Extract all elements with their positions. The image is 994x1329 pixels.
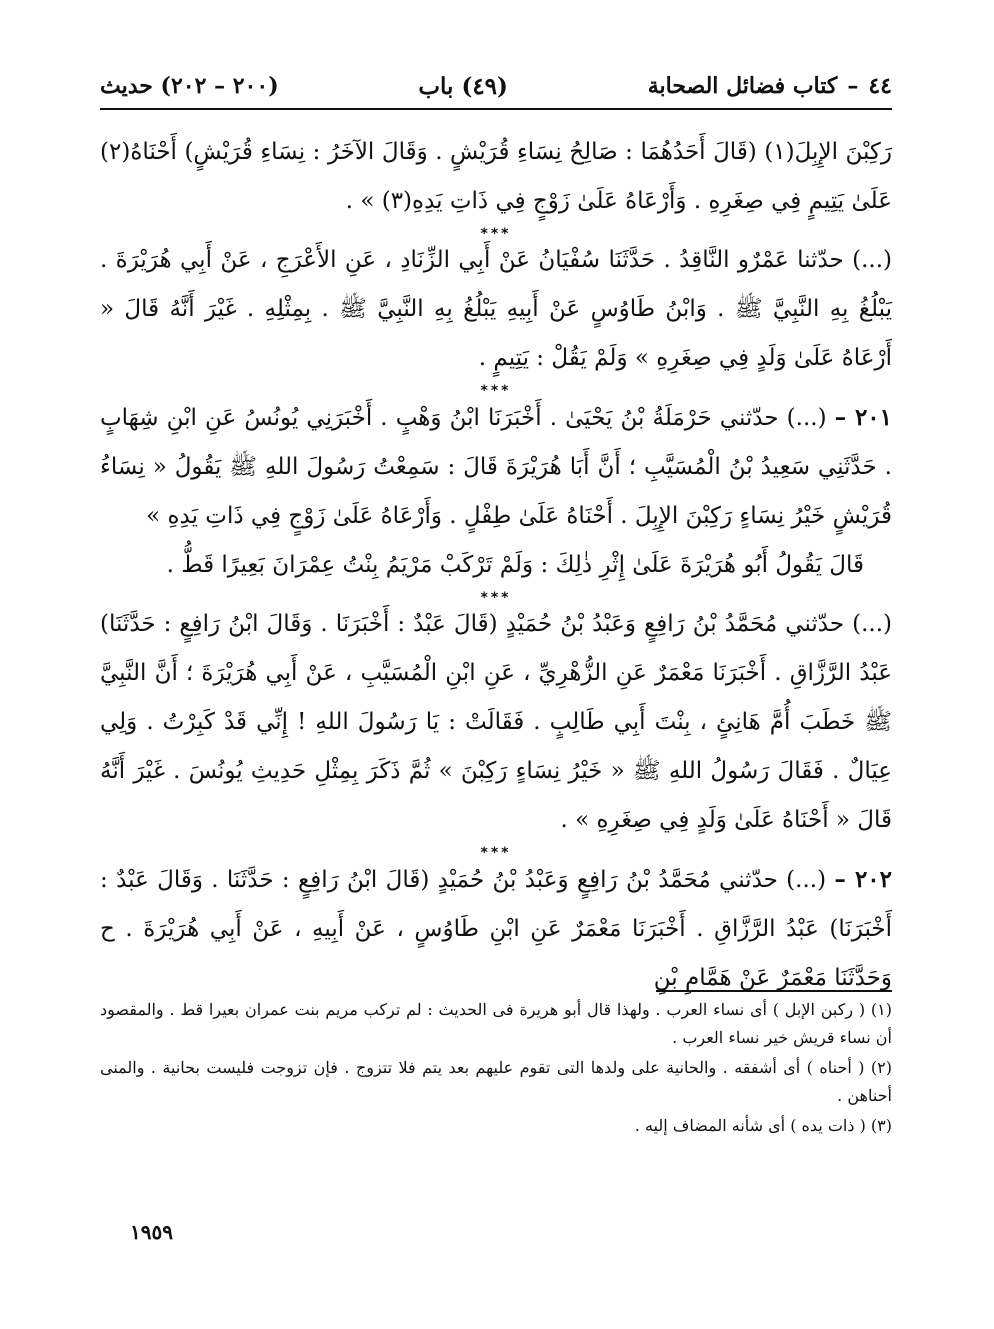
paragraph-3-text: (...) حدّثني حَرْمَلَةُ بْنُ يَحْيَىٰ . أَخْبَرَنَا ابْنُ وَهْبٍ . أَخْبَرَنِي يُونُسُ عَنِ ابْنِ شِهَابٍ . حَدَّثَنِي سَعِيدُ بْنُ الْمُسَيَّبِ ؛ أَنَّ أَبَا هُرَيْرَةَ قَالَ : سَمِعْتُ رَسُولَ اللهِ ﷺ يَقُولُ « نِسَاءُ قُرَيْشٍ خَيْرُ نِسَاءٍ رَكِبْنَ الإِبِلَ . أَحْنَاهُ عَلَىٰ طِفْلٍ . وَأَرْعَاهُ عَلَىٰ زَوْجٍ فِي ذَاتِ يَدِهِ » xyxy=(100,405,892,529)
paragraph-3 xyxy=(100,393,892,541)
footnotes xyxy=(100,996,892,1142)
paragraph-5: (...) حدّثني مُحَمَّدُ بْنُ رَافِعٍ وَعَبْدُ بْنُ حُمَيْدٍ (قَالَ عَبْدٌ : أَخْبَرَنَا . وَقَالَ ابْنُ رَافِعٍ : حَدَّثَنَا) عَبْدُ الرَّزَّاقِ . أَخْبَرَنَا مَعْمَرٌ عَنِ الزُّهْرِيِّ ، عَنِ ابْنِ الْمُسَيَّبِ ، عَنْ أَبِي هُرَيْرَةَ ؛ أَنَّ النَّبِيَّ ﷺ خَطَبَ أُمَّ هَانِئٍ ، بِنْتَ أَبِي طَالِبٍ . فَقَالَتْ : يَا رَسُولَ اللهِ ! إِنِّي قَدْ كَبِرْتُ . وَلِي عِيَالٌ . فَقَالَ رَسُولُ اللهِ ﷺ « خَيْرُ نِسَاءٍ رَكِبْنَ » ثُمَّ ذَكَرَ بِمِثْلِ حَدِيثِ يُونُسَ . غَيْرَ أَنَّهُ قَالَ « أَحْنَاهُ عَلَىٰ وَلَدٍ فِي صِغَرِهِ » . xyxy=(100,611,892,833)
footnote-2: (٢) ( أحناه ) أى أشفقه . والحانية على ولدها التى تقوم عليهم بعد يتم فلا تتزوج . فإن تزوجت فليست بحانية . والمنى أحناهن . xyxy=(100,1058,892,1105)
paragraph-2: (...) حدّثنا عَمْرٌو النَّاقِدُ . حَدَّثَنَا سُفْيَانُ عَنْ أَبِي الزِّنَادِ ، عَنِ الأَعْرَجِ ، عَنْ أَبِي هُرَيْرَةَ . يَبْلُغُ بِهِ النَّبِيَّ ﷺ . وَابْنُ طَاوُسٍ عَنْ أَبِيهِ يَبْلُغُ بِهِ النَّبِيَّ ﷺ . بِمِثْلِهِ . غَيْرَ أَنَّهُ قَالَ « أَرْعَاهُ عَلَىٰ وَلَدٍ فِي صِغَرِهِ » وَلَمْ يَقُلْ : يَتِيمٍ . xyxy=(100,247,892,371)
footnote-1: (١) ( ركبن الإبل ) أى نساء العرب . ولهذا قال أبو هريرة فى الحديث : لم تركب مريم بنت عمران بعيرا قط . والمقصود أن نساء قريش خير نساء العرب . xyxy=(100,1000,892,1047)
hadith-number-201: ٢٠١ – xyxy=(834,404,892,431)
header-dash: – xyxy=(847,73,859,99)
hadith-number-202: ٢٠٢ – xyxy=(834,866,892,893)
paragraph-4: قَالَ يَقُولُ أَبُو هُرَيْرَةَ عَلَىٰ إِثْرِ ذٰلِكَ : وَلَمْ تَرْكَبْ مَرْيَمُ بِنْتُ عِمْرَانَ بَعِيرًا قَطُّ . xyxy=(166,552,864,578)
footnote-3: (٣) ( ذات يده ) أى شأنه المضاف إليه . xyxy=(634,1116,892,1135)
section-separator-1: *** xyxy=(480,226,512,242)
header-page-ref: ٤٤ xyxy=(868,73,892,99)
paragraph-6 xyxy=(100,855,892,1003)
header-book-title: كتاب فضائل الصحابة xyxy=(647,73,838,99)
header-book-title-group xyxy=(648,73,892,99)
page-number: ١٩٥٩ xyxy=(130,1220,173,1244)
running-header xyxy=(100,66,892,106)
footnote-rule xyxy=(656,990,892,992)
header-rule xyxy=(100,108,892,110)
header-chapter: (٤٩) باب xyxy=(418,72,508,100)
paragraph-1: رَكِبْنَ الإِبِلَ(١) (قَالَ أَحَدُهُمَا : صَالِحُ نِسَاءِ قُرَيْشٍ . وَقَالَ الآخَرُ : نِسَاءِ قُرَيْشٍ) أَحْنَاهُ(٢) عَلَىٰ يَتِيمٍ فِي صِغَرِهِ . وَأَرْعَاهُ عَلَىٰ زَوْجٍ فِي ذَاتِ يَدِهِ(٣) » . xyxy=(100,139,892,214)
section-separator-3: *** xyxy=(480,590,512,606)
header-hadith-range: (٢٠٠ – ٢٠٢) حديث xyxy=(100,73,279,99)
section-separator-2: *** xyxy=(480,383,512,399)
paragraph-6-text: (...) حدّثني مُحَمَّدُ بْنُ رَافِعٍ وَعَبْدُ بْنُ حُمَيْدٍ (قَالَ ابْنُ رَافِعٍ : حَدَّثَنَا . وَقَالَ عَبْدٌ : أَخْبَرَنَا) عَبْدُ الرَّزَّاقِ . أَخْبَرَنَا مَعْمَرٌ عَنِ ابْنِ طَاوُسٍ ، عَنْ أَبِيهِ ، عَنْ أَبِي هُرَيْرَةَ . ح وَحَدَّثَنَا مَعْمَرٌ عَنْ هَمَّامِ بْنِ xyxy=(100,867,892,991)
main-text xyxy=(100,128,892,1003)
section-separator-4: *** xyxy=(480,845,512,861)
